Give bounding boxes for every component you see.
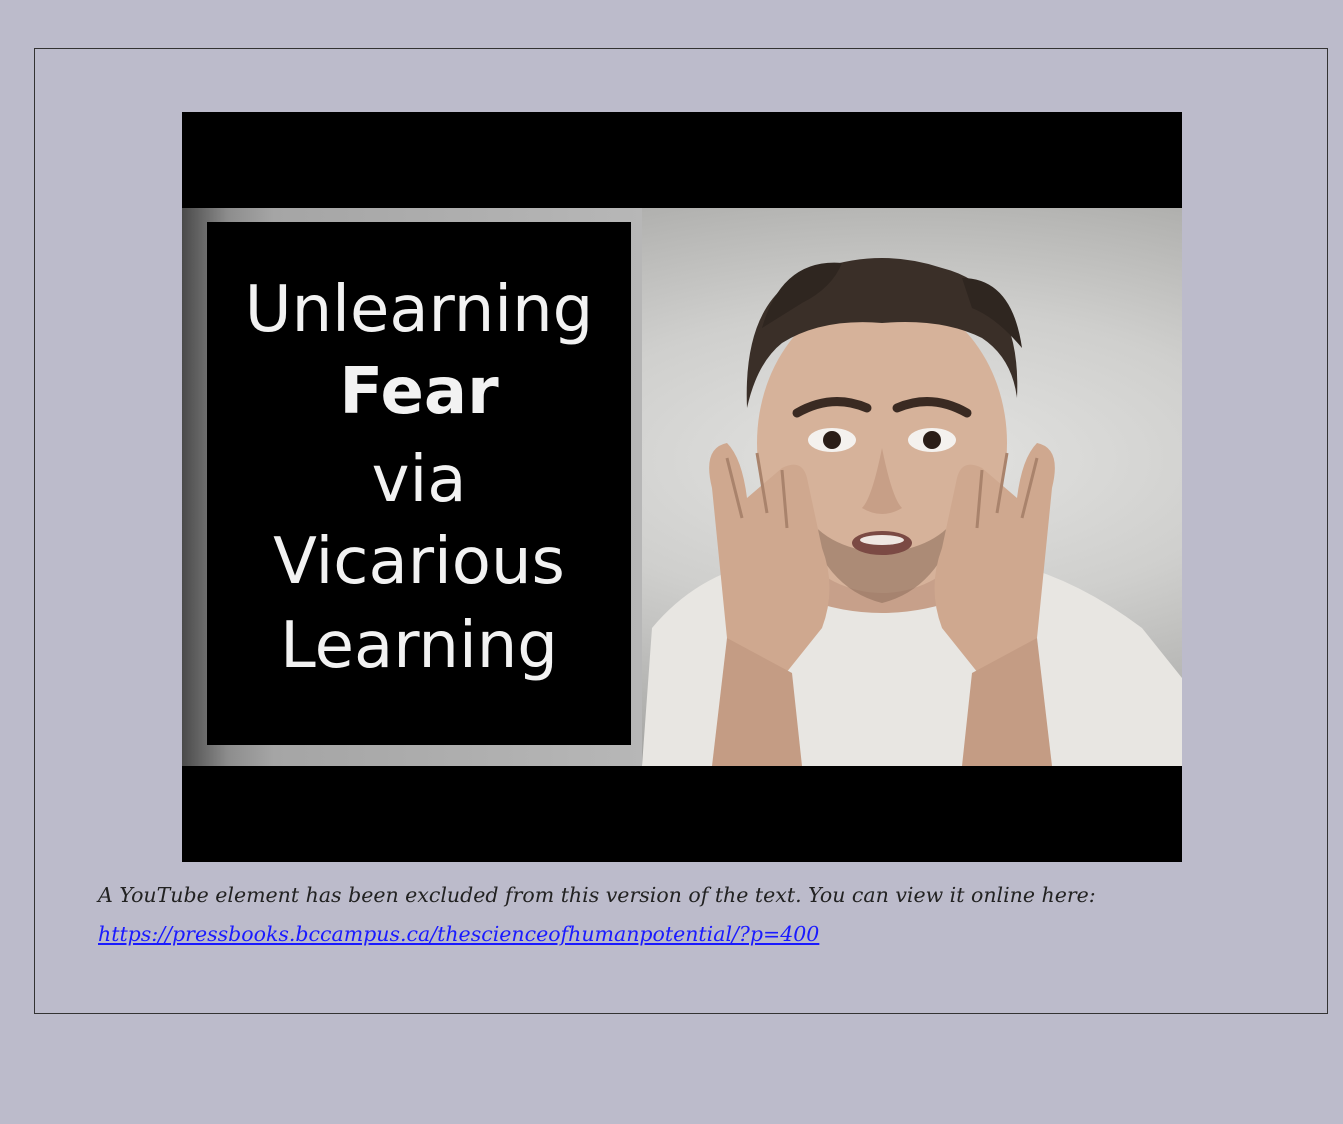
- video-link[interactable]: https://pressbooks.bccampus.ca/thescienceofhumanpotential/?p=400: [98, 922, 820, 946]
- notice-text: A YouTube element has been excluded from this version of the text. You can view it online here:: [98, 883, 1096, 907]
- thumbnail-scene: [182, 208, 1182, 766]
- thumbnail-title-box: [207, 222, 631, 745]
- title-line-5: Learning: [280, 609, 558, 683]
- title-line-2: Fear: [339, 355, 499, 429]
- title-line-3: via: [371, 443, 467, 517]
- title-line-1: Unlearning: [244, 273, 594, 347]
- title-line-4: Vicarious: [273, 525, 565, 599]
- excluded-video-notice: [98, 876, 1278, 954]
- video-thumbnail[interactable]: [182, 112, 1182, 862]
